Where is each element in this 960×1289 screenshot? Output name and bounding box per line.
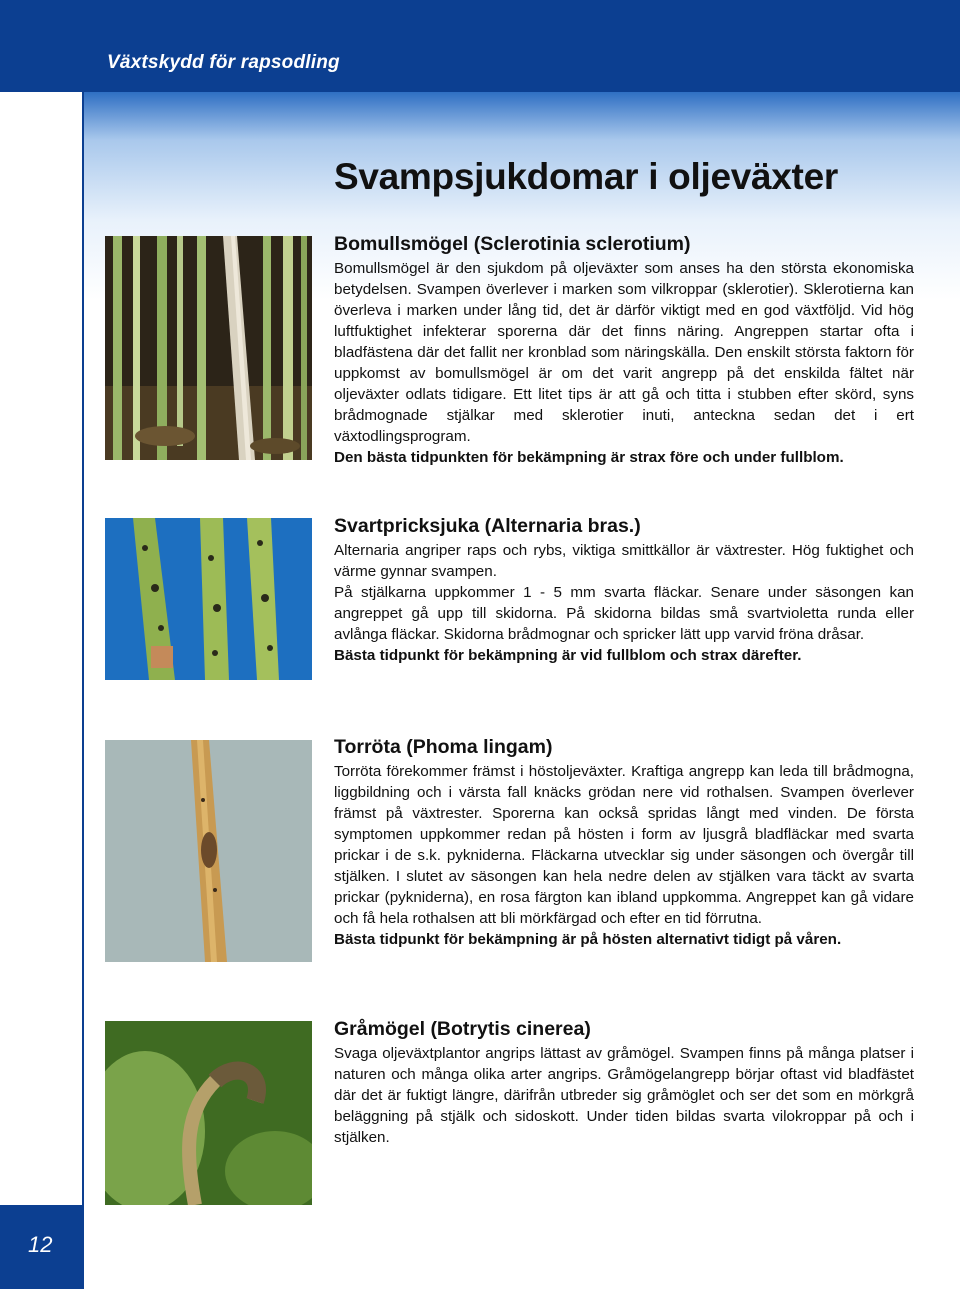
botrytis-stem-photo: [105, 1021, 312, 1205]
phoma-stem-photo: [105, 740, 312, 962]
section-body: Torröta förekommer främst i höstoljeväxter. Kraftiga angrepp kan leda till brådmogna, liggbildning och i värsta fall knäcks grödan nere vid rothalsen. Svampen överlever främst på växtrester. Sporerna kan också spridas långt med vinden. De första symptomen uppkommer redan på hösten i form av ljusgrå bladfläckar med svarta prickar i de s.k. pykniderna. Fläckarna utvecklar sig under säsongen och övergår till stjälken. I slutet av säsongen kan hela nedre delen av stjälken vara täckt av svarta prickar (pykniderna), en rosa färgton kan ibland uppkomma. Angreppet kan gå vidare och få hela rothalsen att bli mörkfärgad och efter en tid förrutna.: [334, 763, 914, 927]
section-advice: Bästa tidpunkt för bekämpning är på hösten alternativt tidigt på våren.: [334, 931, 842, 948]
section-bomullsmogel: [334, 232, 914, 468]
page-title: Svampsjukdomar i oljeväxter: [334, 156, 838, 197]
page-number: 12: [28, 1232, 53, 1257]
header-title: Växtskydd för rapsodling: [107, 52, 340, 73]
section-body-2: På stjälkarna uppkommer 1 - 5 mm svarta fläckar. Senare under säsongen kan angreppet gå upp till skidorna. På skidorna bildas små svartvioletta runda eller avlånga fläckar. Skidorna brådmognar och spricker lätt upp varvid fröna dråsar.: [334, 584, 914, 643]
section-heading: Bomullsmögel (Sclerotinia sclerotium): [334, 233, 691, 255]
section-heading: Svartpricksjuka (Alternaria bras.): [334, 515, 641, 537]
sclerotinia-stems-photo: [105, 236, 312, 460]
section-heading: Gråmögel (Botrytis cinerea): [334, 1018, 591, 1040]
section-heading: Torröta (Phoma lingam): [334, 736, 553, 758]
section-gramogel: [334, 1017, 914, 1148]
section-advice: Den bästa tidpunkten för bekämpning är strax före och under fullblom.: [334, 449, 844, 466]
alternaria-stems-photo: [105, 518, 312, 680]
section-body: Svaga oljeväxtplantor angrips lättast av gråmögel. Svampen finns på många platser i naturen och många olika arter angrips. Gråmögelangrepp börjar oftast vid bladfästet där det är fuktigt längre, därifrån utbreder sig gråmöglet och ser det som en mörkgrå beläggning på stjälk och sidoskott. Under tiden bildas svarta vilokroppar på och i stjälken.: [334, 1045, 914, 1146]
section-body: Alternaria angriper raps och rybs, viktiga smittkällor är växtrester. Hög fuktighet och värme gynnar svampen.: [334, 542, 914, 580]
section-body: Bomullsmögel är den sjukdom på oljeväxter som anses ha den största ekonomiska betydelsen. Svampen överlever i marken som vilkroppar (sklerotier). Sklerotierna kan överleva i marken under lång tid, det är därför viktigt med en god växtföljd. Vid hög luftfuktighet infekterar sporerna där det finns näring. Angreppen startar ofta i bladfästena där det fallit ner kronblad som näringskälla. Den enskilt största faktorn för uppkomst av bomullsmögel är om det varit angrepp på det enskilda fältet när oljeväxter odlats tidigare. Ett litet tips är att gå och titta i stubben efter skörd, syns brådmognade stjälkar med sklerotier inuti, anteckna sedan det i ert växtodlingsprogram.: [334, 260, 914, 445]
section-torrota: [334, 735, 914, 950]
sidebar-divider: [82, 0, 84, 1289]
page-sidebar: [0, 0, 82, 1289]
section-advice: Bästa tidpunkt för bekämpning är vid fullblom och strax därefter.: [334, 647, 802, 664]
section-svartpricksjuka: [334, 514, 914, 666]
